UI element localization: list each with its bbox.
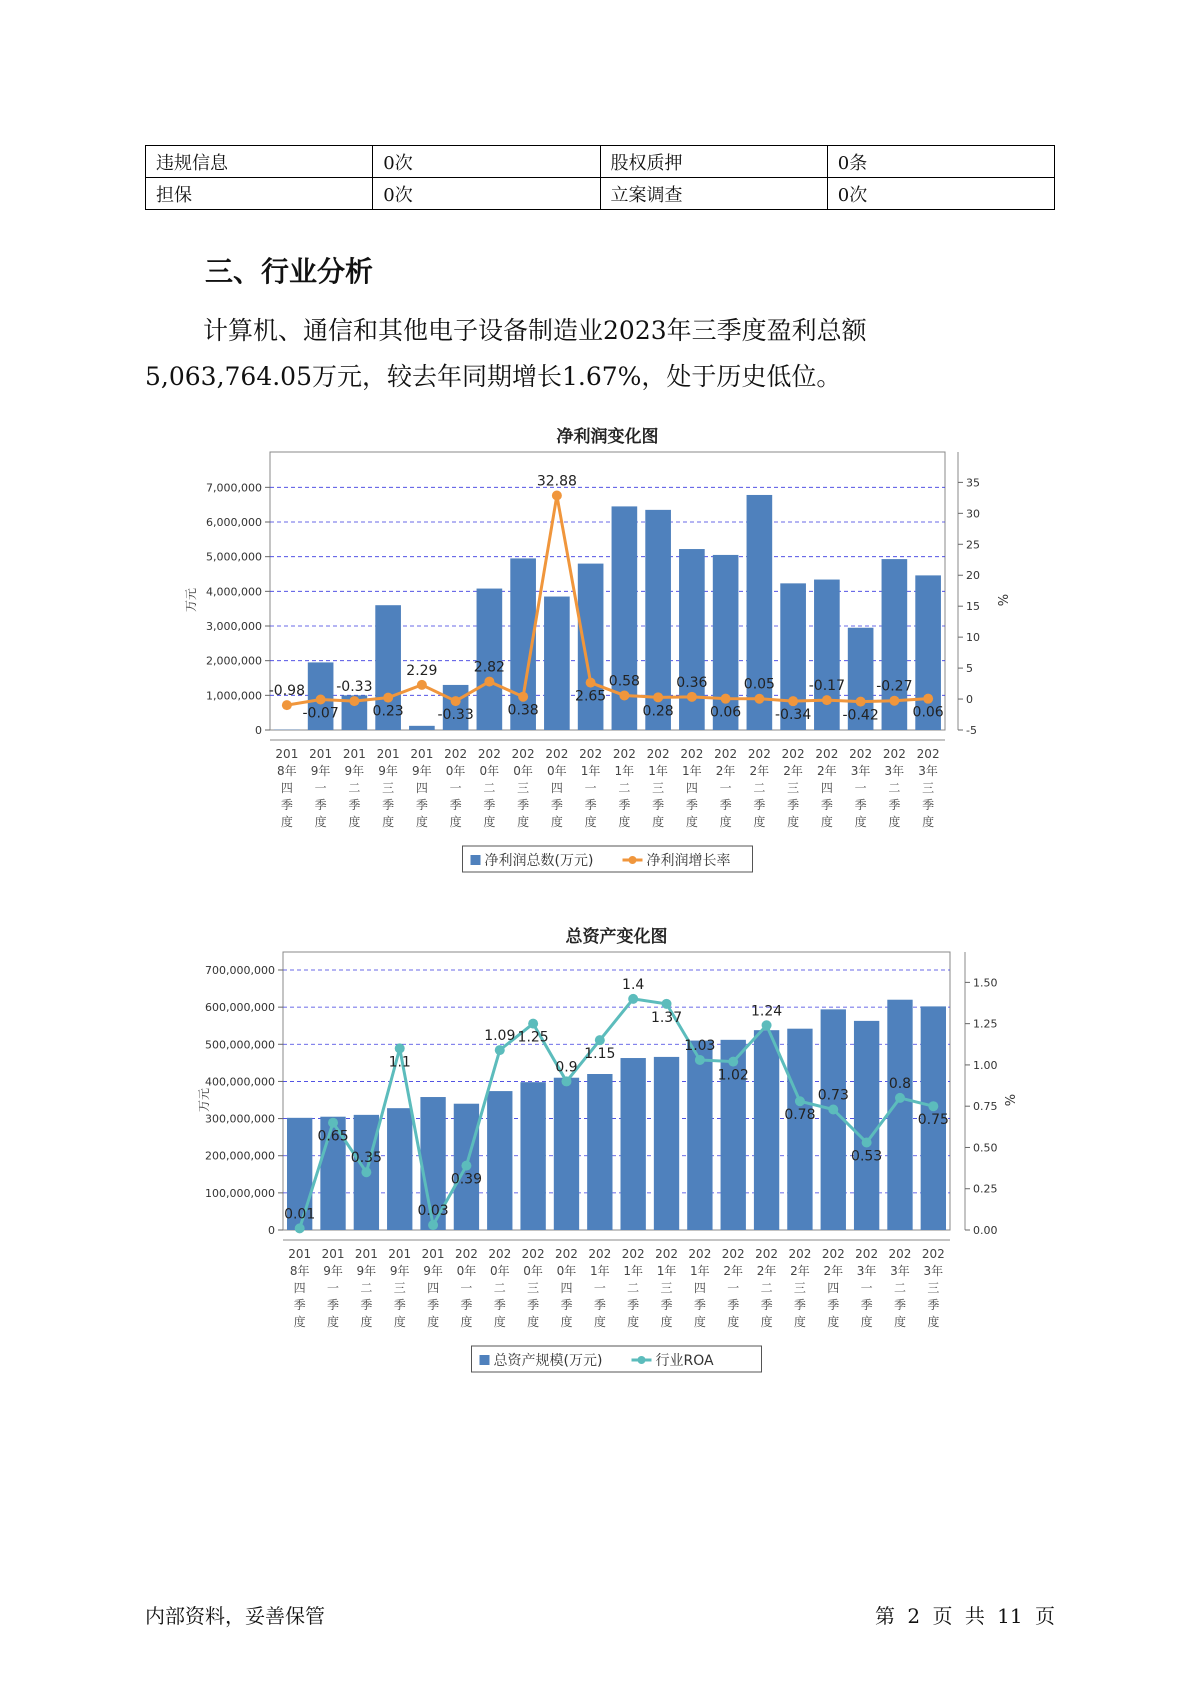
line-point (762, 1020, 772, 1030)
plot-frame (283, 952, 950, 1230)
x-tick-label: 202 2年三季度 (781, 747, 805, 829)
line-point (361, 1167, 371, 1177)
y2-tick-label: 0.25 (973, 1182, 998, 1196)
footer-confidential: 内部资料，妥善保管 (145, 1604, 325, 1628)
y-axis-label: 万元 (184, 587, 198, 613)
y2-tick-label: 20 (966, 569, 980, 583)
data-label: 0.28 (642, 703, 674, 720)
line-point (619, 690, 629, 700)
data-label: 1.4 (622, 976, 645, 993)
x-tick-label: 202 1年四季度 (688, 1247, 712, 1329)
paragraph-line: 5,063,764.05万元，较去年同期增长1.67%，处于历史低位。 (145, 362, 842, 391)
line-point (282, 700, 292, 710)
x-tick-label: 202 0年一季度 (454, 1247, 478, 1329)
line-point (895, 1093, 905, 1103)
line-point (889, 696, 899, 706)
line-point (653, 692, 663, 702)
line-point (451, 696, 461, 706)
net-profit-chart (0, 420, 1191, 884)
chart-title: 净利润变化图 (556, 427, 659, 447)
y-tick-label: 400,000,000 (205, 1075, 275, 1089)
line-point (428, 1220, 438, 1230)
data-label: 0.36 (676, 674, 708, 691)
x-tick-label: 201 9年三季度 (376, 747, 400, 829)
data-label: -0.42 (842, 707, 879, 724)
data-label: 1.09 (484, 1028, 516, 1045)
y-tick-label: 100,000,000 (205, 1186, 275, 1200)
line-point (383, 693, 393, 703)
paragraph-line: 计算机、通信和其他电子设备制造业2023年三季度盈利总额 (203, 316, 867, 345)
x-tick-label: 202 0年二季度 (477, 747, 501, 829)
total-assets-chart (0, 920, 1191, 1384)
line-point (328, 1118, 338, 1128)
line-point (856, 697, 866, 707)
y2-axis-label: % (1004, 1093, 1019, 1107)
data-label: 0.78 (784, 1107, 816, 1124)
y2-tick-label: 0.50 (973, 1141, 998, 1155)
x-tick-label: 201 9年四季度 (421, 1247, 445, 1329)
bar (554, 1078, 579, 1230)
data-label: -0.98 (268, 683, 305, 700)
legend-label: 行业ROA (655, 1353, 714, 1369)
x-tick-label: 201 9年二季度 (342, 747, 366, 829)
line-point (495, 1045, 505, 1055)
y2-tick-label: 25 (966, 538, 980, 552)
data-label: -0.17 (808, 678, 845, 695)
x-tick-label: 202 1年三季度 (646, 747, 670, 829)
line-point (528, 1019, 538, 1029)
table-row (146, 146, 1055, 178)
data-label: 0.06 (912, 704, 944, 721)
table-cell: 0次 (827, 178, 1054, 210)
line-point (928, 1101, 938, 1111)
data-label: -0.07 (302, 705, 339, 722)
data-label: 1.03 (684, 1037, 716, 1054)
x-tick-label: 202 3年三季度 (916, 747, 940, 829)
legend-label: 净利润总数(万元) (484, 853, 594, 869)
bar (654, 1057, 679, 1230)
y-axis-label: 万元 (197, 1087, 211, 1113)
x-tick-label: 202 2年四季度 (815, 747, 839, 829)
line-point (754, 694, 764, 704)
y-tick-label: 300,000,000 (205, 1112, 275, 1126)
x-tick-label: 202 1年一季度 (579, 747, 603, 829)
data-label: 1.1 (388, 1054, 411, 1071)
x-tick-label: 202 1年一季度 (588, 1247, 612, 1329)
y-tick-label: 500,000,000 (205, 1038, 275, 1052)
y2-tick-label: 0.75 (973, 1100, 998, 1114)
y-tick-label: 700,000,000 (205, 964, 275, 977)
bar (679, 549, 705, 730)
y-tick-label: 6,000,000 (206, 516, 262, 529)
table-cell: 0条 (827, 146, 1054, 178)
table-cell: 担保 (146, 178, 373, 210)
y-tick-label: 600,000,000 (205, 1001, 275, 1015)
line-point (923, 694, 933, 704)
x-tick-label: 202 2年二季度 (747, 747, 771, 829)
x-tick-label: 202 0年四季度 (545, 747, 569, 829)
bar (687, 1041, 712, 1230)
x-tick-label: 202 2年一季度 (714, 747, 738, 829)
x-tick-label: 202 2年一季度 (721, 1247, 745, 1329)
legend-bar-swatch (471, 855, 481, 865)
bar (887, 1000, 912, 1230)
x-tick-label: 202 3年一季度 (849, 747, 873, 829)
data-label: 1.24 (750, 1003, 783, 1020)
x-tick-label: 201 8年四季度 (288, 1247, 312, 1329)
y-tick-label: 0 (255, 724, 262, 737)
x-tick-label: 202 0年三季度 (521, 1247, 545, 1329)
analysis-paragraph (145, 308, 1055, 400)
x-tick-label: 202 2年二季度 (755, 1247, 779, 1329)
x-tick-label: 202 3年二季度 (888, 1247, 912, 1329)
info-table (145, 145, 1055, 210)
y2-tick-label: 15 (966, 600, 980, 614)
x-tick-label: 202 2年四季度 (821, 1247, 845, 1329)
x-tick-label: 201 9年二季度 (354, 1247, 378, 1329)
data-label: 1.15 (584, 1046, 616, 1063)
data-label: 0.9 (555, 1059, 578, 1076)
y-tick-label: 0 (268, 1224, 275, 1237)
y2-tick-label: 1.50 (973, 976, 998, 990)
line-point (862, 1138, 872, 1148)
x-tick-label: 202 3年二季度 (882, 747, 906, 829)
line-point (595, 1035, 605, 1045)
data-label: -0.27 (876, 678, 913, 695)
bar (814, 580, 840, 730)
table-cell: 违规信息 (146, 146, 373, 178)
y-tick-label: 2,000,000 (206, 654, 262, 668)
line-point (628, 994, 638, 1004)
bar (787, 1029, 812, 1230)
data-label: 0.8 (888, 1075, 912, 1092)
footer-page-number: 第 2 页 共 11 页 (875, 1604, 1055, 1628)
data-label: 0.05 (743, 676, 775, 693)
y2-tick-label: -5 (966, 724, 977, 737)
data-label: 0.03 (417, 1203, 449, 1220)
section-title: 三、行业分析 (205, 255, 374, 288)
data-label: 0.73 (817, 1087, 849, 1104)
line-point (349, 696, 359, 706)
y-tick-label: 3,000,000 (206, 620, 262, 633)
legend-label: 净利润增长率 (646, 853, 731, 869)
x-tick-label: 201 9年一季度 (309, 747, 333, 829)
table-cell: 0次 (373, 146, 600, 178)
bar (587, 1074, 612, 1230)
y-tick-label: 5,000,000 (206, 550, 262, 564)
y2-tick-label: 0 (966, 693, 973, 707)
bar (409, 726, 435, 730)
y2-axis-label: % (997, 593, 1012, 607)
legend-label: 总资产规模(万元) (493, 1353, 603, 1369)
data-label: -0.33 (437, 707, 474, 724)
table-row (146, 178, 1055, 210)
total-assets-chart-svg (0, 920, 1191, 1380)
line-point (552, 491, 562, 501)
data-label: 0.58 (608, 673, 640, 690)
line-point (461, 1161, 471, 1171)
data-label: 0.01 (284, 1206, 316, 1223)
data-label: 1.37 (650, 1009, 683, 1026)
line-point (687, 692, 697, 702)
y2-tick-label: 0.00 (973, 1224, 998, 1237)
net-profit-chart-svg (0, 420, 1191, 880)
x-tick-label: 202 2年三季度 (788, 1247, 812, 1329)
legend-line-marker (629, 856, 637, 864)
data-label: 2.82 (473, 659, 505, 676)
x-tick-label: 201 9年一季度 (321, 1247, 345, 1329)
bar (487, 1091, 512, 1230)
x-tick-label: 201 8年四季度 (275, 747, 299, 829)
x-tick-label: 202 0年二季度 (488, 1247, 512, 1329)
data-label: 2.29 (406, 662, 438, 679)
x-tick-label: 202 3年三季度 (921, 1247, 945, 1329)
y-tick-label: 200,000,000 (205, 1149, 275, 1163)
y-tick-label: 4,000,000 (206, 585, 262, 599)
line-point (662, 999, 672, 1009)
data-label: 2.65 (575, 688, 607, 705)
data-label: 0.35 (350, 1150, 382, 1167)
y2-tick-label: 35 (966, 476, 980, 490)
data-label: 32.88 (536, 473, 577, 490)
line-point (518, 692, 528, 702)
line-point (721, 694, 731, 704)
line-point (484, 677, 494, 687)
x-tick-label: 202 1年三季度 (655, 1247, 678, 1329)
y2-tick-label: 1.00 (973, 1058, 998, 1072)
bar (621, 1058, 646, 1230)
data-label: -0.33 (336, 679, 373, 696)
y2-tick-label: 1.25 (973, 1017, 998, 1031)
line-point (316, 694, 326, 704)
line-point (788, 696, 798, 706)
bar (520, 1082, 545, 1230)
line-point (417, 680, 427, 690)
legend-line-marker (638, 1356, 646, 1364)
line-point (822, 695, 832, 705)
data-label: 0.23 (372, 703, 404, 720)
x-tick-label: 202 3年一季度 (855, 1247, 879, 1329)
data-label: 1.02 (717, 1067, 749, 1084)
x-tick-label: 202 0年四季度 (555, 1247, 578, 1329)
data-label: 0.53 (851, 1148, 883, 1165)
data-label: 0.75 (917, 1112, 949, 1129)
data-label: 0.38 (507, 702, 539, 719)
y2-tick-label: 30 (966, 507, 980, 521)
bar (387, 1108, 412, 1230)
data-label: 0.65 (317, 1128, 349, 1145)
x-tick-label: 202 0年一季度 (444, 747, 468, 829)
line-point (828, 1104, 838, 1114)
y2-tick-label: 5 (966, 662, 973, 676)
line-point (728, 1057, 738, 1067)
table-cell: 股权质押 (600, 146, 827, 178)
y-tick-label: 7,000,000 (206, 481, 262, 495)
x-tick-label: 201 9年四季度 (410, 747, 434, 829)
x-tick-label: 202 0年三季度 (511, 747, 535, 829)
line-point (561, 1076, 571, 1086)
x-tick-label: 202 1年二季度 (621, 1247, 645, 1329)
table-cell: 立案调查 (600, 178, 827, 210)
table-cell: 0次 (373, 178, 600, 210)
chart-title: 总资产变化图 (565, 927, 668, 947)
line-point (395, 1043, 405, 1053)
x-tick-label: 202 1年四季度 (680, 747, 704, 829)
data-label: 0.39 (450, 1171, 483, 1188)
bar (754, 1030, 779, 1230)
legend-bar-swatch (480, 1355, 490, 1365)
line-point (795, 1096, 805, 1106)
line-point (695, 1055, 705, 1065)
y-tick-label: 1,000,000 (206, 689, 262, 703)
x-tick-label: 201 9年三季度 (388, 1247, 412, 1329)
line-point (295, 1223, 305, 1233)
bar (544, 597, 570, 730)
data-label: -0.34 (775, 707, 812, 724)
x-tick-label: 202 1年二季度 (612, 747, 636, 829)
data-label: 1.25 (517, 1029, 549, 1046)
bar (578, 564, 604, 730)
data-label: 0.06 (710, 704, 742, 721)
line-point (586, 678, 596, 688)
y2-tick-label: 10 (966, 631, 980, 645)
bar (854, 1021, 879, 1230)
